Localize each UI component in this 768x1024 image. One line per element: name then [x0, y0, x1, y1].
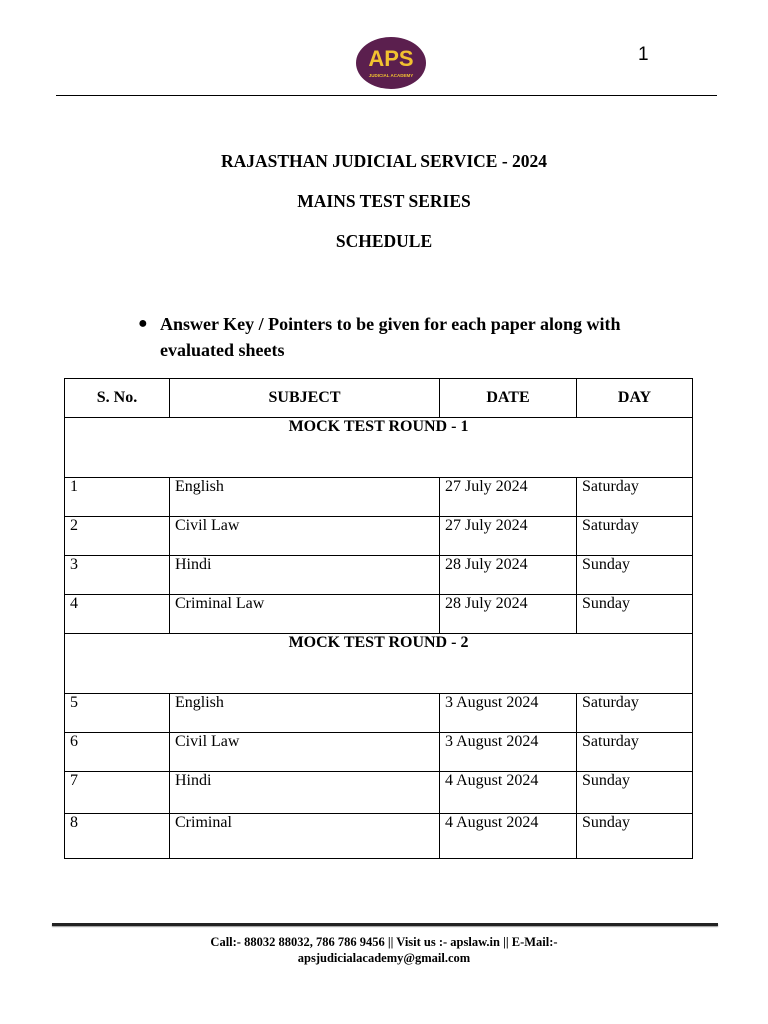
table-row: [65, 478, 693, 517]
title-exam: RAJASTHAN JUDICIAL SERVICE - 2024: [220, 151, 548, 171]
cell-day: Saturday: [577, 517, 693, 556]
cell-subject: Criminal Law: [170, 595, 440, 634]
cell-subject: English: [170, 478, 440, 517]
cell-subject: Hindi: [170, 556, 440, 595]
table-row: [65, 694, 693, 733]
round-2-row: [65, 634, 693, 694]
cell-sno: 4: [65, 595, 170, 634]
schedule-table: [64, 378, 693, 859]
cell-subject: English: [170, 694, 440, 733]
cell-sno: 8: [65, 814, 170, 859]
cell-day: Sunday: [577, 814, 693, 859]
round-2-title: MOCK TEST ROUND - 2: [65, 634, 693, 694]
table-header-row: [65, 379, 693, 418]
cell-sno: 5: [65, 694, 170, 733]
cell-sno: 2: [65, 517, 170, 556]
cell-sno: 6: [65, 733, 170, 772]
table-row: [65, 556, 693, 595]
page-number: 1: [638, 44, 649, 65]
cell-sno: 1: [65, 478, 170, 517]
footer-divider: [52, 923, 718, 926]
cell-date: 27 July 2024: [440, 478, 577, 517]
footer-email: apsjudicialacademy@gmail.com: [297, 951, 471, 965]
table-row: [65, 814, 693, 859]
cell-day: Saturday: [577, 733, 693, 772]
cell-date: 28 July 2024: [440, 595, 577, 634]
round-1-row: [65, 418, 693, 478]
cell-date: 28 July 2024: [440, 556, 577, 595]
cell-date: 27 July 2024: [440, 517, 577, 556]
logo-subtext: JUDICIAL ACADEMY: [368, 73, 414, 78]
header-sno: S. No.: [65, 379, 170, 418]
table-row: [65, 772, 693, 814]
answer-key-note: [138, 311, 678, 363]
cell-day: Saturday: [577, 478, 693, 517]
answer-key-text: Answer Key / Pointers to be given for each paper along with evaluated sheets: [160, 314, 621, 360]
cell-subject: Civil Law: [170, 733, 440, 772]
table-row: [65, 517, 693, 556]
title-schedule: SCHEDULE: [335, 231, 433, 251]
footer-contact-line: Call:- 88032 88032, 786 786 9456 || Visit us :- apslaw.in || E-Mail:-: [210, 935, 558, 949]
header-subject: SUBJECT: [170, 379, 440, 418]
cell-date: 3 August 2024: [440, 694, 577, 733]
cell-subject: Criminal: [170, 814, 440, 859]
table-row: [65, 733, 693, 772]
cell-day: Sunday: [577, 595, 693, 634]
round-1-title: MOCK TEST ROUND - 1: [65, 418, 693, 478]
title-series: MAINS TEST SERIES: [297, 191, 471, 211]
table-row: [65, 595, 693, 634]
cell-day: Sunday: [577, 556, 693, 595]
cell-day: Saturday: [577, 694, 693, 733]
header-divider: [56, 95, 717, 96]
cell-sno: 3: [65, 556, 170, 595]
cell-day: Sunday: [577, 772, 693, 814]
cell-date: 4 August 2024: [440, 814, 577, 859]
logo-text: APS: [368, 46, 414, 71]
cell-date: 3 August 2024: [440, 733, 577, 772]
header-date: DATE: [440, 379, 577, 418]
bullet-icon: ●: [138, 315, 148, 332]
title-block: [0, 150, 768, 270]
aps-logo: [355, 36, 427, 90]
cell-subject: Civil Law: [170, 517, 440, 556]
cell-subject: Hindi: [170, 772, 440, 814]
cell-date: 4 August 2024: [440, 772, 577, 814]
cell-sno: 7: [65, 772, 170, 814]
footer-contact: [0, 934, 768, 966]
header-day: DAY: [577, 379, 693, 418]
